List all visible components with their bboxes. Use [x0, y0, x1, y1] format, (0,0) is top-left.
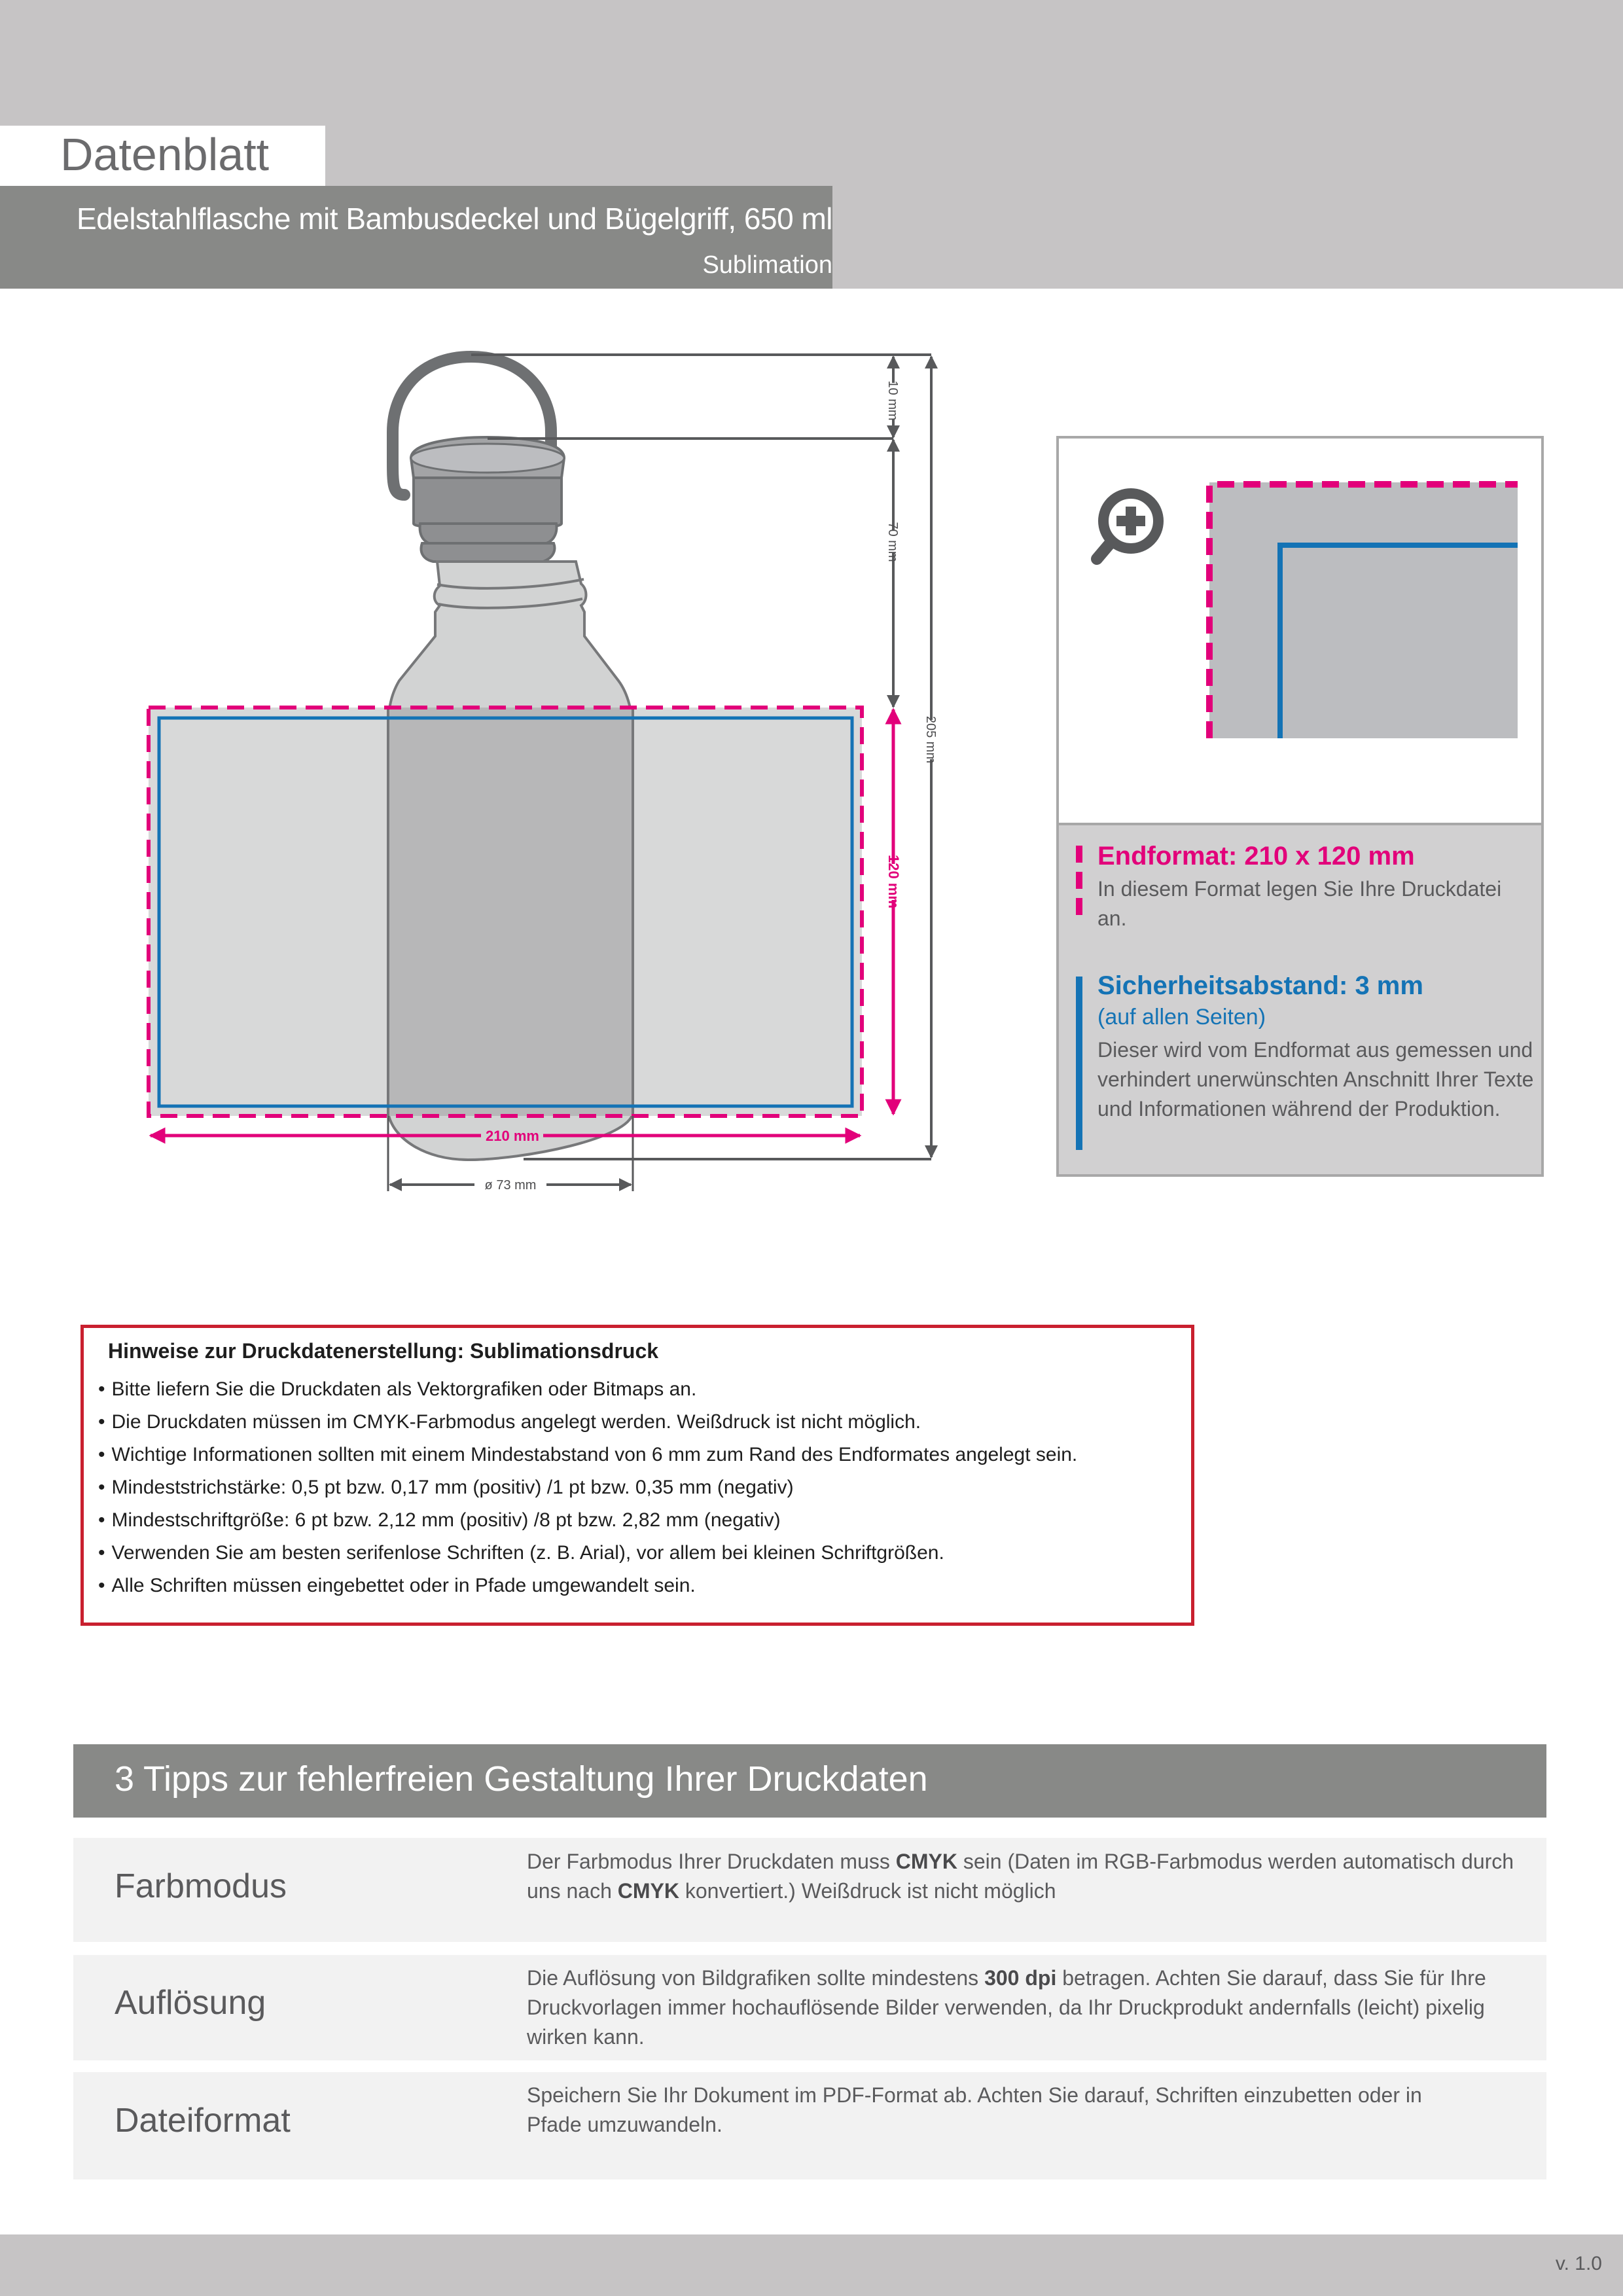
dim-10mm-label: 10 mm [885, 380, 900, 421]
dim-205mm-label: 205 mm [923, 715, 938, 764]
tip-text: Speichern Sie Ihr Dokument im PDF-Format ab. Achten Sie darauf, Schriften einzubetten oder in Pfade umzuwandeln. [527, 2083, 1422, 2136]
endformat-legend-marker [1076, 846, 1082, 923]
safety-subtitle: (auf allen Seiten) [1097, 1005, 1266, 1030]
bottle-lid-face [411, 444, 564, 473]
hint-item: • Bitte liefern Sie die Druckdaten als Vektorgrafiken oder Bitmaps an. [98, 1373, 1077, 1406]
print-process: Sublimation [702, 251, 832, 279]
bottle-diagram [0, 327, 969, 1204]
magnifier-plus-icon [1097, 493, 1158, 559]
safety-title: Sicherheitsabstand: 3 mm [1097, 971, 1423, 1000]
tip-label: Dateiformat [115, 2102, 291, 2140]
bottle-thread [420, 524, 557, 543]
legend-preview [1059, 439, 1541, 823]
page-title: Datenblatt [60, 129, 270, 180]
preview-bleed-area [1209, 482, 1518, 738]
tips-title: 3 Tipps zur fehlerfreien Gestaltung Ihrer Druckdaten [115, 1759, 928, 1799]
endformat-title: Endformat: 210 x 120 mm [1097, 842, 1415, 870]
bottle-lid-body [414, 478, 562, 529]
endformat-description: In diesem Format legen Sie Ihre Druckdatei an. [1097, 877, 1502, 930]
dim-210mm-label: 210 mm [486, 1128, 539, 1144]
version-label: v. 1.0 [1555, 2253, 1602, 2274]
tip-text: Der Farbmodus Ihrer Druckdaten muss CMYK sein (Daten im RGB-Farbmodus werden automatisch durch uns nach CMYK konvertiert.) Weißdruck ist nicht möglich [527, 1850, 1514, 1903]
hint-item: • Mindestschriftgröße: 6 pt bzw. 2,12 mm (positiv) /8 pt bzw. 2,82 mm (negativ) [98, 1504, 1077, 1537]
product-name: Edelstahlflasche mit Bambusdeckel und Bügelgriff, 650 ml [76, 202, 832, 236]
tip-text: Die Auflösung von Bildgrafiken sollte mindestens 300 dpi betragen. Achten Sie darauf, dass Sie für Ihre Druckvorlagen immer hochauflösende Bilder verwenden, da Ihr Druckprodukt andernfalls (leicht) pixelig wirken kann. [527, 1966, 1486, 2049]
dim-73mm-label: ø 73 mm [484, 1178, 537, 1193]
tip-label: Farbmodus [115, 1867, 287, 1905]
hint-item: • Wichtige Informationen sollten mit einem Mindestabstand von 6 mm zum Rand des Endformates angelegt sein. [98, 1439, 1077, 1471]
print-area-bottle-overlap [388, 708, 633, 1116]
safety-legend-marker [1076, 977, 1082, 1150]
hint-item: • Mindeststrichstärke: 0,5 pt bzw. 0,17 mm (positiv) /1 pt bzw. 0,35 mm (negativ) [98, 1471, 1077, 1504]
tip-label: Auflösung [115, 1984, 266, 2022]
dim-120mm-label: 120 mm [885, 855, 902, 908]
footer-band [0, 2234, 1623, 2296]
hint-item: • Verwenden Sie am besten serifenlose Schriften (z. B. Arial), vor allem bei kleinen Schriftgrößen. [98, 1537, 1077, 1570]
hint-item: • Die Druckdaten müssen im CMYK-Farbmodus angelegt werden. Weißdruck ist nicht möglich. [98, 1406, 1077, 1439]
safety-description: Dieser wird vom Endformat aus gemessen und verhindert unerwünschten Anschnitt Ihrer Texte und Informationen während der Produktion. [1097, 1038, 1534, 1121]
hints-title: Hinweise zur Druckdatenerstellung: Sublimationsdruck [108, 1339, 659, 1363]
dim-70mm-label: 70 mm [885, 522, 900, 562]
hints-list [98, 1373, 1077, 1602]
hint-item: • Alle Schriften müssen eingebettet oder in Pfade umgewandelt sein. [98, 1570, 1077, 1602]
bottle-thread [421, 543, 555, 562]
